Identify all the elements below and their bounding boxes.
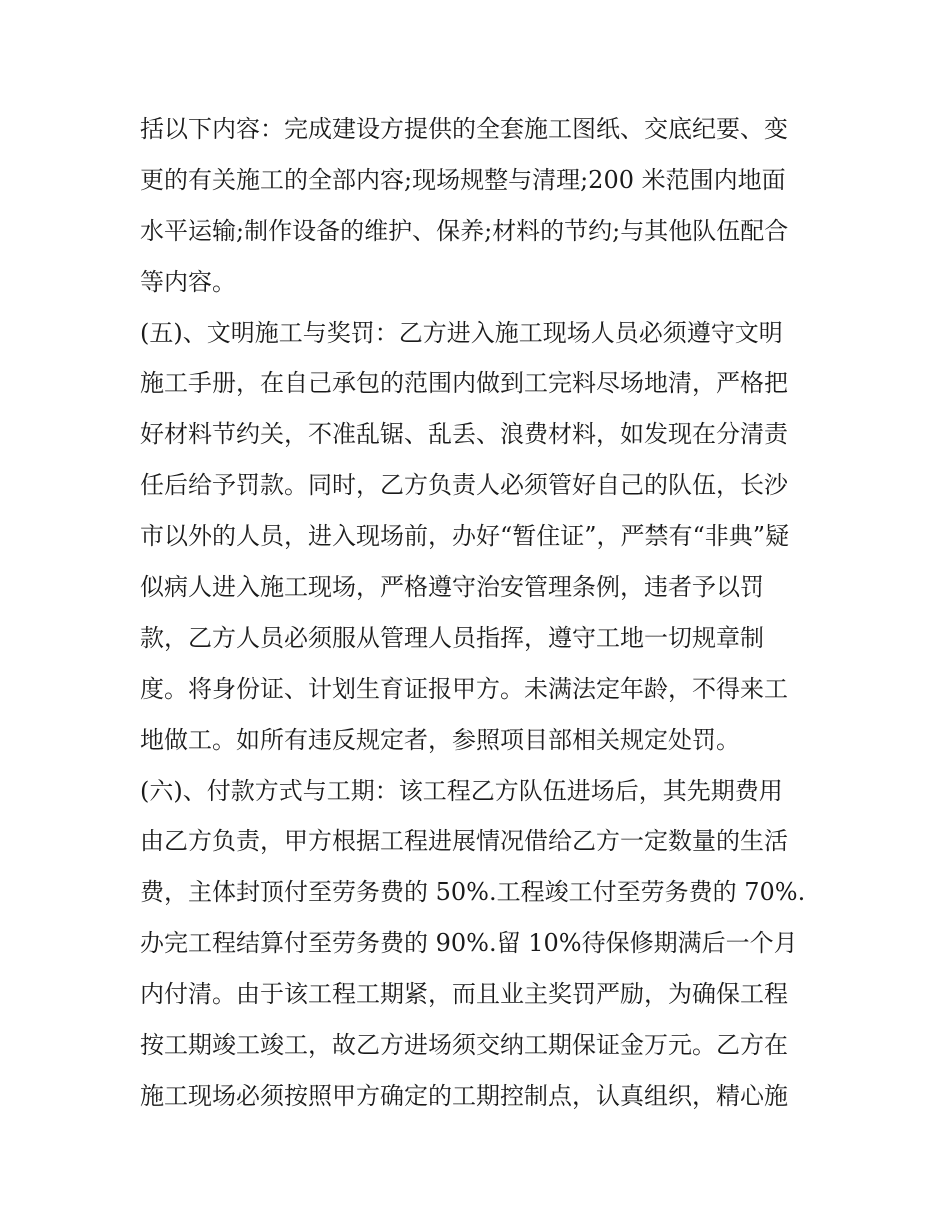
text-line: 任后给予罚款。同时，乙方负责人必须管好自己的队伍，长沙 [140, 471, 788, 500]
text-line: (五)、文明施工与奖罚：乙方进入施工现场人员必须遵守文明 [140, 318, 783, 347]
text-line: 等内容。 [140, 267, 236, 296]
text-line: 由乙方负责，甲方根据工程进展情况借给乙方一定数量的生活 [140, 827, 788, 856]
text-line: 办完工程结算付至劳务费的 90%.留 10%待保修期满后一个月 [140, 929, 798, 958]
text-line: 度。将身份证、计划生育证报甲方。未满法定年龄，不得来工 [140, 674, 788, 703]
text-line: 内付清。由于该工程工期紧，而且业主奖罚严励，为确保工程 [140, 980, 788, 1009]
text-line: (六)、付款方式与工期：该工程乙方队伍进场后，其先期费用 [140, 776, 783, 805]
text-line: 施工手册，在自己承包的范围内做到工完料尽场地清，严格把 [140, 369, 788, 398]
text-line: 水平运输;制作设备的维护、保养;材料的节约;与其他队伍配合 [140, 216, 789, 245]
text-line: 费，主体封顶付至劳务费的 50%.工程竣工付至劳务费的 70%. [140, 878, 806, 907]
text-line: 地做工。如所有违反规定者，参照项目部相关规定处罚。 [140, 725, 740, 754]
text-line: 按工期竣工竣工，故乙方进场须交纳工期保证金万元。乙方在 [140, 1031, 788, 1060]
text-line: 施工现场必须按照甲方确定的工期控制点，认真组织，精心施 [140, 1081, 788, 1110]
text-line: 更的有关施工的全部内容;现场规整与清理;200 米范围内地面 [140, 165, 786, 194]
text-line: 款，乙方人员必须服从管理人员指挥，遵守工地一切规章制 [140, 623, 764, 652]
document-body [140, 104, 820, 1122]
text-line: 好材料节约关，不准乱锯、乱丢、浪费材料，如发现在分清责 [140, 420, 788, 449]
text-line: 括以下内容：完成建设方提供的全套施工图纸、交底纪要、变 [140, 115, 788, 143]
text-line: 似病人进入施工现场，严格遵守治安管理条例，违者予以罚 [140, 573, 764, 602]
text-line: 市以外的人员，进入现场前，办好“暂住证”，严禁有“非典”疑 [140, 522, 790, 551]
